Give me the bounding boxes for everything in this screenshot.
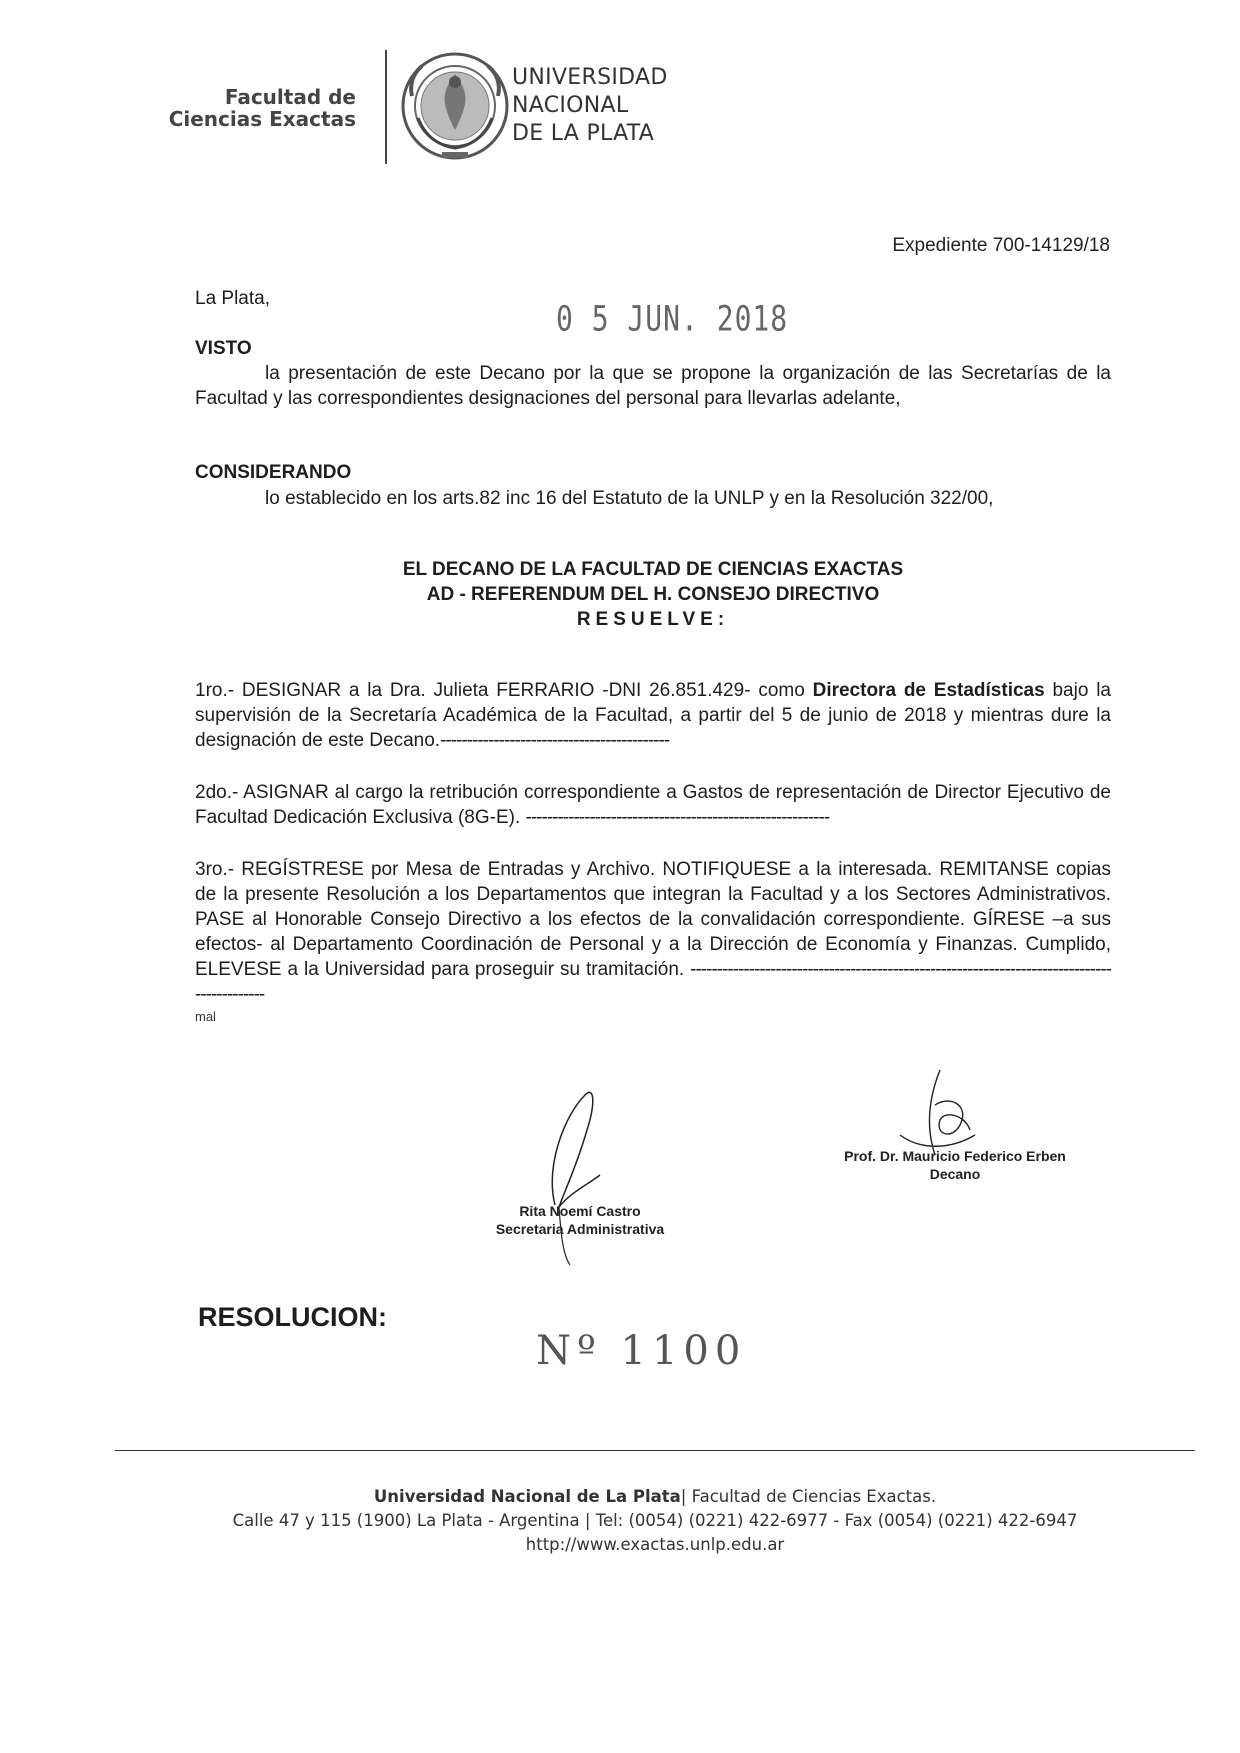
resolution-number: Nº 1100	[536, 1328, 747, 1374]
footer-university: Universidad Nacional de La Plata	[373, 1487, 681, 1506]
date-stamp: 0 5 JUN. 2018	[556, 298, 789, 340]
right-signatory-name: Prof. Dr. Mauricio Federico Erben	[844, 1148, 1066, 1164]
university-line-3: DE LA PLATA	[512, 121, 655, 146]
faculty-name	[150, 86, 356, 130]
considerando-text: lo establecido en los arts.82 inc 16 del Estatuto de la UNLP y en la Resolución 322/00,	[265, 488, 994, 509]
right-signature-block	[810, 1147, 1100, 1183]
footer-website: http://www.exactas.unlp.edu.ar	[525, 1535, 785, 1554]
resolution-label: RESOLUCION:	[198, 1302, 387, 1332]
footer-faculty: | Facultad de Ciencias Exactas.	[680, 1487, 937, 1506]
article-3-text: - REGÍSTRESE por Mesa de Entradas y Archivo. NOTIFIQUESE a la interesada. REMITANSE copias de la presente Resolución a los Departamentos que integran la Facultad y a los Sectores Administrativos. PASE al Honorable Consejo Directivo a los efectos de la convalidación correspondiente. GÍRESE –a sus efectos- al Departamento Coordinación de Personal y a la Dirección de Economía y Finanzas. Cumplido, ELEVESE a la Universidad para proseguir su tramitación.	[195, 859, 1111, 980]
faculty-line-1: Facultad de	[224, 85, 356, 109]
article-1-label: 1ro.	[195, 680, 228, 701]
article-2-text: - ASIGNAR al cargo la retribución correspondiente a Gastos de representación de Director Ejecutivo de Facultad Dedicación Exclusiva (8G-E).	[195, 782, 1111, 828]
resolution-header-line-2: AD - REFERENDUM DEL H. CONSEJO DIRECTIVO	[426, 584, 880, 605]
expediente-number: Expediente 700-14129/18	[892, 235, 1110, 256]
footer-address: Calle 47 y 115 (1900) La Plata - Argentina | Tel: (0054) (0221) 422-6977 - Fax (0054) (0221) 422-6947	[232, 1511, 1078, 1530]
left-signatory-title: Secretaria Administrativa	[495, 1221, 665, 1237]
university-line-1: UNIVERSIDAD	[512, 65, 668, 90]
left-signatory-name: Rita Noemí Castro	[519, 1203, 641, 1219]
article-1-text-1: - DESIGNAR a la Dra. Julieta FERRARIO -DNI 26.851.429- como	[227, 680, 813, 701]
left-signature-block	[465, 1202, 695, 1238]
article-1	[195, 678, 1111, 753]
article-3-label: 3ro.	[195, 859, 228, 880]
article-3	[195, 857, 1111, 1007]
place-label: La Plata,	[195, 288, 270, 309]
article-1-dashes: -------------------------------------------	[440, 730, 670, 751]
university-seal-icon	[398, 48, 512, 166]
typist-initials: mal	[195, 1009, 216, 1024]
left-signature-icon	[515, 1075, 625, 1275]
faculty-line-2: Ciencias Exactas	[168, 107, 356, 131]
right-signatory-title: Decano	[929, 1166, 981, 1182]
article-1-position: Directora de Estadísticas	[812, 680, 1045, 701]
article-1-text-2: bajo la supervisión de la Secretaría Académica de la Facultad, a partir del 5 de junio de 2018 y mientras dure la designación de este Decano.	[195, 680, 1111, 751]
visto-heading: VISTO	[195, 338, 252, 359]
article-2-label: 2do.	[195, 782, 232, 803]
resolution-header-line-1: EL DECANO DE LA FACULTAD DE CIENCIAS EXACTAS	[402, 559, 904, 580]
university-line-2: NACIONAL	[512, 93, 629, 118]
considerando-heading: CONSIDERANDO	[195, 462, 352, 483]
resolution-header-line-3: RESUELVE:	[576, 609, 730, 630]
footer-line-1	[115, 1486, 1195, 1508]
footer-divider	[115, 1450, 1195, 1451]
article-2	[195, 780, 1111, 830]
visto-text: la presentación de este Decano por la que se propone la organización de las Secretarías de la Facultad y las correspondientes designaciones del personal para llevarlas adelante,	[195, 363, 1111, 409]
university-name	[512, 64, 668, 148]
article-2-dashes: ---------------------------------------------------------	[525, 807, 830, 828]
article-3-dashes: --------------------------------------------------------------------------------------------	[195, 959, 1111, 1005]
letterhead-divider	[385, 50, 387, 164]
